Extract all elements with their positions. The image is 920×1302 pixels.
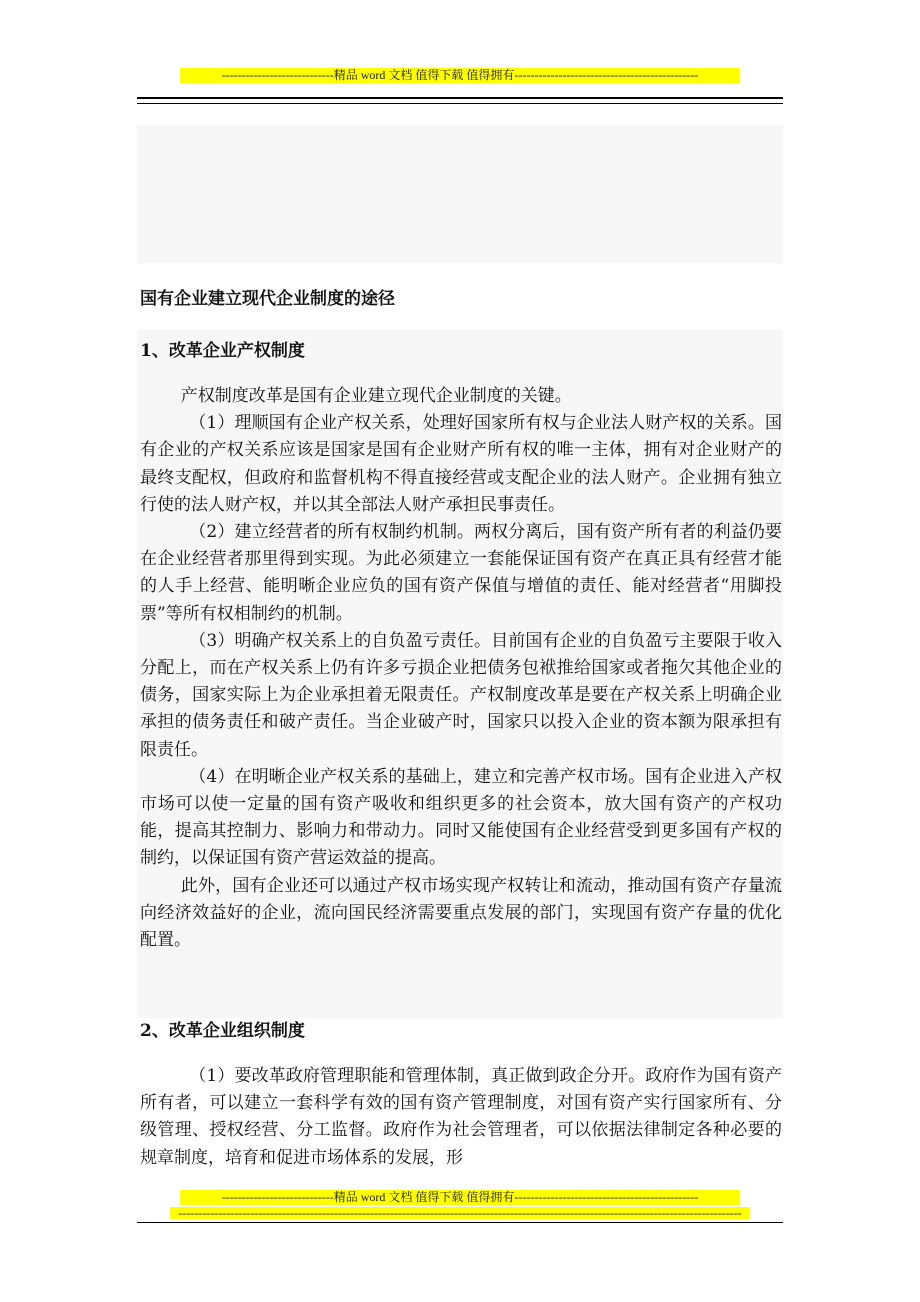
blank-shaded-area [137,125,783,263]
section-2-heading: 2、改革企业组织制度 [140,1021,305,1041]
header-rule-thick [137,97,783,99]
section-2-item-1-paragraph: （1）要改革政府管理职能和管理体制，真正做到政企分开。政府作为国有资产所有者，可以建立一套科学有效的国有资产管理制度，对国有资产实行国家所有、分级管理、授权经营、分工监督。政府作为社会管理者，可以依据法律制定各种必要的规章制度，培育和促进市场体系的发展，形 [140,1066,782,1168]
section-1-item-2-paragraph: （2）建立经营者的所有权制约机制。两权分离后，国有资产所有者的利益仍要在企业经营者那里得到实现。为此必须建立一套能保证国有资产在真正具有经营才能的人手上经营、能明晰企业应负的国有资产保值与增值的责任、能对经营者“用脚投票”等所有权相制约的机制。 [140,522,782,624]
section-1-heading: 1、改革企业产权制度 [140,341,305,361]
header-rule-thin [137,103,783,104]
section-1-item-3-paragraph: （3）明确产权关系上的自负盈亏责任。目前国有企业的自负盈亏主要限于收入分配上，而在产权关系上仍有许多亏损企业把债务包袱推给国家或者拖欠其他企业的债务，国家实际上为企业承担着无限责任。产权制度改革是要在产权关系上明确企业承担的债务责任和破产责任。当企业破产时，国家只以投入企业的资本额为限承担有限责任。 [140,630,782,760]
section-1 [140,339,782,954]
footer-dash-line: --------------------------------------------------------------------------------------------------------------------------------------------- [170,1207,750,1219]
document-title-block [140,287,782,311]
footer-rule [137,1222,783,1223]
section-1-item-4-paragraph: （4）在明晰企业产权关系的基础上，建立和完善产权市场。国有企业进入产权市场可以使一定量的国有资产吸收和组织更多的社会资本，放大国有资产的产权功能，提高其控制力、影响力和带动力。同时又能使国有企业经营受到更多国有产权的制约，以保证国有资产营运效益的提高。 [140,766,782,869]
section-1-closing-paragraph: 此外，国有企业还可以通过产权市场实现产权转让和流动，推动国有资产存量流向经济效益好的企业，流向国民经济需要重点发展的部门，实现国有资产存量的优化配置。 [140,875,782,951]
footer-banner: ----------------------------精品 word 文档 值得下载 值得拥有---------------------------------------------- [180,1190,740,1205]
section-1-intro-paragraph: 产权制度改革是国有企业建立现代企业制度的关键。 [180,386,572,406]
header-banner: ----------------------------精品 word 文档 值得下载 值得拥有---------------------------------------------- [180,68,740,83]
document-title: 国有企业建立现代企业制度的途径 [140,289,395,309]
section-1-item-1-paragraph: （1）理顺国有企业产权关系，处理好国家所有权与企业法人财产权的关系。国有企业的产权关系应该是国家是国有企业财产所有权的唯一主体，拥有对企业财产的最终支配权，但政府和监督机构不得直接经营或支配企业的法人财产。企业拥有独立行使的法人财产权，并以其全部法人财产承担民事责任。 [140,413,782,515]
section-2 [140,1019,782,1172]
